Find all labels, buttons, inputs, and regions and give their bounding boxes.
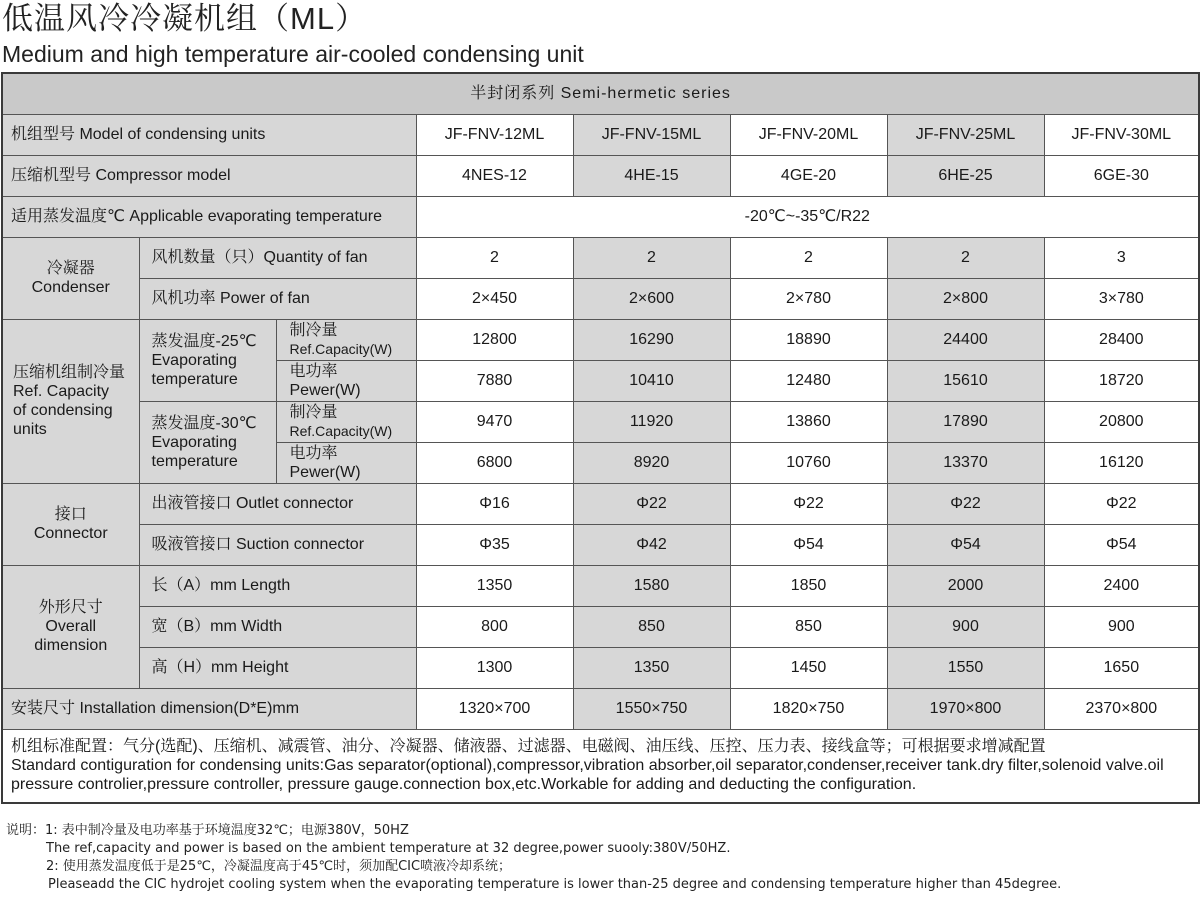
outlet-label: 出液管接口 Outlet connector — [139, 483, 416, 524]
capacity-group-en-2: of condensing — [13, 402, 113, 419]
power25-cell: 7880 — [416, 360, 573, 401]
power30-cell: 13370 — [887, 442, 1044, 483]
condenser-group-label — [2, 237, 139, 319]
model-cell: JF-FNV-30ML — [1044, 114, 1199, 155]
power30-label — [276, 442, 416, 483]
evap-temp-label: 适用蒸发温度℃ Applicable evaporating temperature — [2, 196, 416, 237]
height-cell: 1650 — [1044, 647, 1199, 688]
standard-config — [2, 729, 1199, 803]
outlet-cell: Φ22 — [730, 483, 887, 524]
table-row — [2, 647, 1199, 688]
config-en: Standard contiguration for condensing units:Gas separator(optional),compressor,vibration absorber,oil separator,condenser,receiver tank.dry filter,solenoid valve.oil pressure controlier,pressure controller, pressure gauge.connection box,etc.Workable for adding and deducting the configuration. — [11, 757, 1164, 794]
refcap30-en: Ref.Capacity(W) — [289, 422, 393, 439]
page-title-en: Medium and high temperature air-cooled condensing unit — [2, 41, 584, 67]
dimension-group-en-2: dimension — [34, 637, 108, 654]
table-row — [2, 688, 1199, 729]
capacity-group-en-1: Ref. Capacity — [13, 383, 110, 400]
refcap30-cn: 制冷量 — [289, 403, 338, 421]
outlet-cell: Φ16 — [416, 483, 573, 524]
refcap25-cell: 12800 — [416, 319, 573, 360]
length-cell: 1850 — [730, 565, 887, 606]
note-line-2: The ref,capacity and power is based on the ambient temperature at 32 degree,power suooly:380V/50HZ. — [46, 841, 731, 856]
power25-cell: 15610 — [887, 360, 1044, 401]
fan-qty-label: 风机数量（只）Quantity of fan — [139, 237, 416, 278]
evap25-en-2: temperature — [151, 370, 238, 388]
compressor-cell: 4NES-12 — [416, 155, 573, 196]
table-row — [2, 114, 1199, 155]
height-cell: 1300 — [416, 647, 573, 688]
length-cell: 2400 — [1044, 565, 1199, 606]
condenser-group-en: Condenser — [31, 279, 110, 296]
model-cell: JF-FNV-12ML — [416, 114, 573, 155]
width-cell: 900 — [1044, 606, 1199, 647]
suction-label: 吸液管接口 Suction connector — [139, 524, 416, 565]
table-row — [2, 237, 1199, 278]
config-cn: 机组标准配置：气分(选配)、压缩机、减震管、油分、冷凝器、储液器、过滤器、电磁阀、油压线、压控、压力表、接线盒等；可根据要求增减配置 — [11, 738, 1046, 756]
refcap25-cell: 18890 — [730, 319, 887, 360]
install-cell: 1320×700 — [416, 688, 573, 729]
table-row — [2, 196, 1199, 237]
install-cell: 2370×800 — [1044, 688, 1199, 729]
width-cell: 850 — [573, 606, 730, 647]
width-label: 宽（B）mm Width — [139, 606, 416, 647]
model-cell: JF-FNV-25ML — [887, 114, 1044, 155]
fan-qty-cell: 3 — [1044, 237, 1199, 278]
evap25-cn: 蒸发温度-25℃ — [151, 332, 257, 350]
evap30-label — [139, 401, 276, 483]
outlet-cell: Φ22 — [1044, 483, 1199, 524]
evap25-label — [139, 319, 276, 401]
table-row — [2, 483, 1199, 524]
dimension-group-en-1: Overall — [45, 618, 97, 635]
refcap30-cell: 13860 — [730, 401, 887, 442]
note-line-4: Pleaseadd the CIC hydrojet cooling system when the evaporating temperature is lower than-25 degree and condensing temperature higher than 45degree. — [48, 877, 1062, 892]
fan-power-cell: 3×780 — [1044, 278, 1199, 319]
install-cell: 1550×750 — [573, 688, 730, 729]
fan-power-cell: 2×600 — [573, 278, 730, 319]
install-label: 安装尺寸 Installation dimension(D*E)mm — [2, 688, 416, 729]
condenser-group-cn: 冷凝器 — [46, 260, 95, 277]
spec-table — [1, 72, 1200, 804]
capacity-group-label — [2, 319, 139, 483]
model-cell: JF-FNV-15ML — [573, 114, 730, 155]
note-line-3: 2: 使用蒸发温度低于是25℃，冷凝温度高于45℃时，须加配CIC喷液冷却系统； — [46, 859, 512, 874]
power30-cell: 16120 — [1044, 442, 1199, 483]
compressor-cell: 6HE-25 — [887, 155, 1044, 196]
power30-en: Pewer(W) — [289, 463, 361, 481]
length-cell: 1580 — [573, 565, 730, 606]
evap-temp-value: -20℃~-35℃/R22 — [416, 196, 1199, 237]
suction-cell: Φ54 — [730, 524, 887, 565]
evap25-en-1: Evaporating — [151, 351, 237, 369]
connector-group-label — [2, 483, 139, 565]
fan-qty-cell: 2 — [887, 237, 1044, 278]
refcap25-cell: 24400 — [887, 319, 1044, 360]
table-row — [2, 278, 1199, 319]
power30-cell: 10760 — [730, 442, 887, 483]
series-header: 半封闭系列 Semi-hermetic series — [2, 73, 1199, 114]
refcap25-en: Ref.Capacity(W) — [289, 340, 393, 357]
model-cell: JF-FNV-20ML — [730, 114, 887, 155]
dimension-group-label — [2, 565, 139, 688]
fan-qty-cell: 2 — [730, 237, 887, 278]
capacity-group-en-3: units — [13, 421, 47, 438]
install-cell: 1820×750 — [730, 688, 887, 729]
height-cell: 1550 — [887, 647, 1044, 688]
power25-en: Pewer(W) — [289, 381, 361, 399]
fan-qty-cell: 2 — [573, 237, 730, 278]
dimension-group-cn: 外形尺寸 — [38, 599, 103, 616]
capacity-group-cn: 压缩机组制冷量 — [13, 364, 126, 381]
refcap30-cell: 17890 — [887, 401, 1044, 442]
table-row — [2, 606, 1199, 647]
height-label: 高（H）mm Height — [139, 647, 416, 688]
fan-qty-cell: 2 — [416, 237, 573, 278]
compressor-cell: 4GE-20 — [730, 155, 887, 196]
width-cell: 850 — [730, 606, 887, 647]
refcap30-label — [276, 401, 416, 442]
install-cell: 1970×800 — [887, 688, 1044, 729]
power25-cn: 电功率 — [289, 362, 338, 380]
width-cell: 800 — [416, 606, 573, 647]
refcap25-label — [276, 319, 416, 360]
outlet-cell: Φ22 — [573, 483, 730, 524]
compressor-cell: 4HE-15 — [573, 155, 730, 196]
power25-cell: 12480 — [730, 360, 887, 401]
power25-cell: 18720 — [1044, 360, 1199, 401]
power30-cn: 电功率 — [289, 444, 338, 462]
suction-cell: Φ42 — [573, 524, 730, 565]
notes — [6, 822, 1196, 894]
evap30-en-1: Evaporating — [151, 433, 237, 451]
connector-group-en: Connector — [33, 525, 108, 542]
power25-cell: 10410 — [573, 360, 730, 401]
table-row — [2, 565, 1199, 606]
height-cell: 1450 — [730, 647, 887, 688]
width-cell: 900 — [887, 606, 1044, 647]
refcap30-cell: 9470 — [416, 401, 573, 442]
suction-cell: Φ54 — [1044, 524, 1199, 565]
compressor-cell: 6GE-30 — [1044, 155, 1199, 196]
evap30-cn: 蒸发温度-30℃ — [151, 414, 257, 432]
suction-cell: Φ35 — [416, 524, 573, 565]
length-cell: 1350 — [416, 565, 573, 606]
length-label: 长（A）mm Length — [139, 565, 416, 606]
table-row — [2, 729, 1199, 803]
fan-power-cell: 2×800 — [887, 278, 1044, 319]
table-row — [2, 524, 1199, 565]
table-row — [2, 401, 1199, 442]
model-label: 机组型号 Model of condensing units — [2, 114, 416, 155]
refcap30-cell: 20800 — [1044, 401, 1199, 442]
suction-cell: Φ54 — [887, 524, 1044, 565]
outlet-cell: Φ22 — [887, 483, 1044, 524]
height-cell: 1350 — [573, 647, 730, 688]
evap30-en-2: temperature — [151, 452, 238, 470]
fan-power-label: 风机功率 Power of fan — [139, 278, 416, 319]
length-cell: 2000 — [887, 565, 1044, 606]
note-line-1: 说明：1: 表中制冷量及电功率基于环境温度32℃；电源380V，50HZ — [6, 823, 409, 838]
power30-cell: 6800 — [416, 442, 573, 483]
table-row — [2, 319, 1199, 360]
refcap25-cn: 制冷量 — [289, 321, 338, 339]
page-title-cn: 低温风冷冷凝机组（ML） — [2, 1, 368, 36]
table-row — [2, 155, 1199, 196]
fan-power-cell: 2×450 — [416, 278, 573, 319]
fan-power-cell: 2×780 — [730, 278, 887, 319]
refcap25-cell: 16290 — [573, 319, 730, 360]
power30-cell: 8920 — [573, 442, 730, 483]
power25-label — [276, 360, 416, 401]
compressor-label: 压缩机型号 Compressor model — [2, 155, 416, 196]
connector-group-cn: 接口 — [54, 506, 87, 523]
refcap30-cell: 11920 — [573, 401, 730, 442]
refcap25-cell: 28400 — [1044, 319, 1199, 360]
